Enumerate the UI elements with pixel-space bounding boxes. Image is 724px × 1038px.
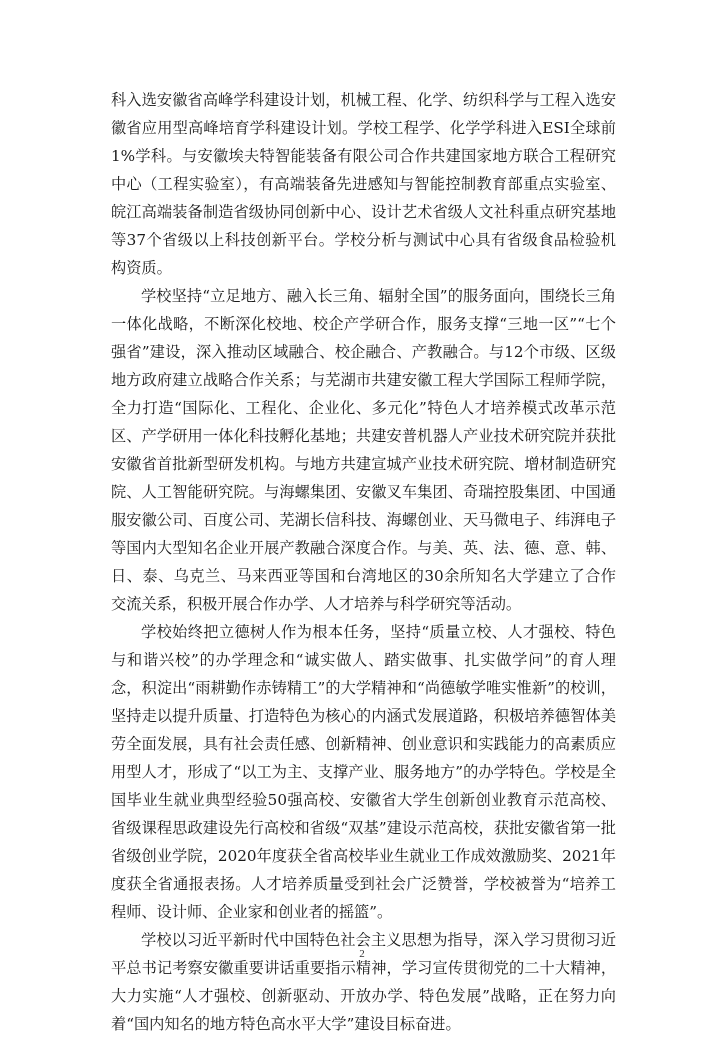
paragraph-service: 学校坚持“立足地方、融入长三角、辐射全国”的服务面向，围绕长三角一体化战略，不断深化校地、校企产学研合作，服务支撑“三地一区”“七个强省”建设，深入推动区域融合、校企融合、产教融合。与12个市级、区级地方政府建立战略合作关系；与芜湖市共建安徽工程大学国际工程师学院，全力打造“国际化、工程化、企业化、多元化”特色人才培养模式改革示范区、产学研用一体化科技孵化基地；共建安普机器人产业技术研究院并获批安徽省首批新型研发机构。与地方共建宣城产业技术研究院、增材制造研究院、人工智能研究院。与海螺集团、安徽叉车集团、奇瑞控股集团、中国通服安徽公司、百度公司、芜湖长信科技、海螺创业、天马微电子、纬湃电子等国内大型知名企业开展产教融合深度合作。与美、英、法、德、意、韩、日、泰、乌克兰、马来西亚等国和台湾地区的30余所知名大学建立了合作交流关系，积极开展合作办学、人才培养与科学研究等活动。: [111, 287, 616, 613]
paragraph-continued: 科入选安徽省高峰学科建设计划，机械工程、化学、纺织科学与工程入选安徽省应用型高峰培育学科建设计划。学校工程学、化学学科进入ESI全球前1%学科。与安徽埃夫特智能装备有限公司合作共建国家地方联合工程研究中心（工程实验室），有高端装备先进感知与智能控制教育部重点实验室、皖江高端装备制造省级协同创新中心、设计艺术省级人文社科重点研究基地等37个省级以上科技创新平台。学校分析与测试中心具有省级食品检验机构资质。: [111, 91, 616, 277]
paragraph-mission: 学校以习近平新时代中国特色社会主义思想为指导，深入学习贯彻习近平总书记考察安徽重要讲话重要指示精神，学习宣传贯彻党的二十大精神，大力实施“人才强校、创新驱动、开放办学、特色发展”战略，正在努力向着“国内知名的地方特色高水平大学”建设目标奋进。: [111, 931, 616, 1033]
paragraph-education: 学校始终把立德树人作为根本任务，坚持“质量立校、人才强校、特色与和谐兴校”的办学理念和“诚实做人、踏实做事、扎实做学问”的育人理念，积淀出“雨耕勤作赤铸精工”的大学精神和“尚德敏学唯实惟新”的校训，坚持走以提升质量、打造特色为核心的内涵式发展道路，积极培养德智体美劳全面发展，具有社会责任感、创新精神、创业意识和实践能力的高素质应用型人才，形成了“以工为主、支撑产业、服务地方”的办学特色。学校是全国毕业生就业典型经验50强高校、安徽省大学生创新创业教育示范高校、省级课程思政建设先行高校和省级“双基”建设示范高校，获批安徽省第一批省级创业学院，2020年度获全省高校毕业生就业工作成效激励奖、2021年度获全省通报表扬。人才培养质量受到社会广泛赞誉，学校被誉为“培养工程师、设计师、企业家和创业者的摇篮”。: [111, 623, 616, 921]
document-body: [111, 86, 616, 1038]
page-number: 2: [359, 948, 365, 960]
